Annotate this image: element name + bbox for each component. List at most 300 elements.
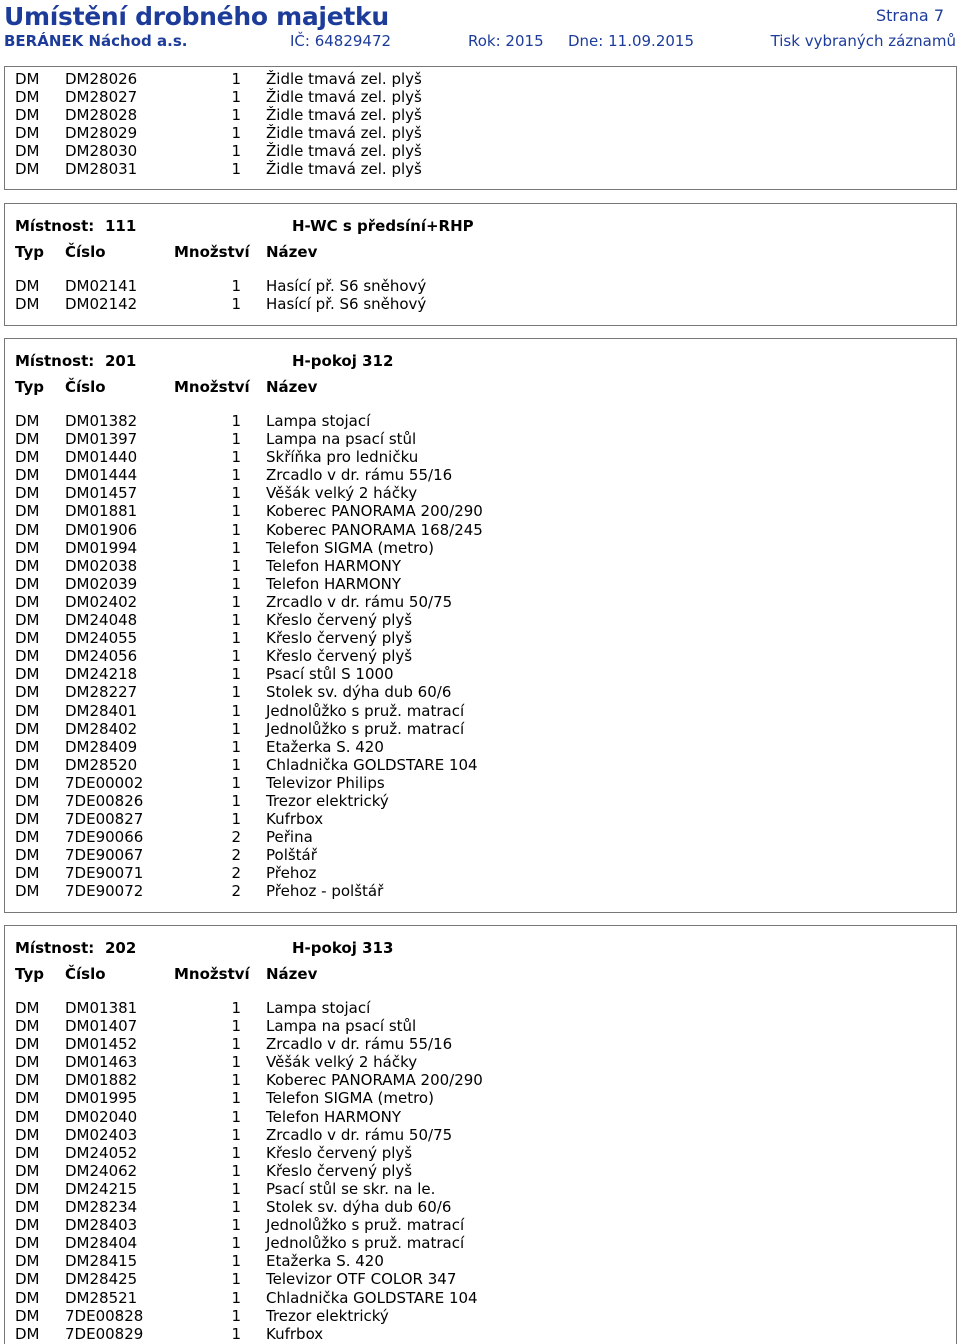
cell-nazev: Křeslo červený plyš [266,629,413,648]
cell-typ: DM [15,160,40,179]
cell-mnozstvi: 1 [231,1089,241,1108]
table-row [5,539,956,557]
table-row [5,810,956,828]
cell-mnozstvi: 1 [231,1324,241,1343]
cell-cislo: DM28521 [65,1288,138,1307]
cell-nazev: Zrcadlo v dr. rámu 55/16 [266,466,453,485]
company-id: IČ: 64829472 [290,32,392,50]
table-row [5,1270,956,1288]
cell-cislo: DM02039 [65,574,138,593]
room-name: H-WC s předsíní+RHP [292,217,474,235]
table-row [5,1162,956,1180]
room-number: 111 [105,217,137,235]
cell-cislo: DM28029 [65,124,138,143]
cell-cislo: DM28026 [65,70,138,88]
cell-mnozstvi: 1 [231,1252,241,1271]
cell-nazev: Stolek sv. dýha dub 60/6 [266,1198,452,1217]
cell-typ: DM [15,737,40,756]
cell-typ: DM [15,683,40,702]
cell-cislo: DM01881 [65,502,138,521]
cell-mnozstvi: 1 [231,295,241,314]
table-row [5,1198,956,1216]
cell-nazev: Telefon SIGMA (metro) [266,1089,434,1108]
cell-cislo: DM28409 [65,737,138,756]
cell-nazev: Zrcadlo v dr. rámu 50/75 [266,592,453,611]
cell-typ: DM [15,1288,40,1307]
table-row [5,882,956,900]
cell-nazev: Zrcadlo v dr. rámu 55/16 [266,1035,453,1054]
cell-mnozstvi: 1 [231,1288,241,1307]
cell-typ: DM [15,1071,40,1090]
cell-nazev: Koberec PANORAMA 200/290 [266,502,483,521]
col-cislo: Číslo [65,965,106,983]
cell-mnozstvi: 1 [231,1198,241,1217]
table-row [5,412,956,430]
cell-typ: DM [15,810,40,829]
cell-mnozstvi: 1 [231,791,241,810]
cell-typ: DM [15,520,40,539]
col-typ: Typ [15,378,44,396]
cell-mnozstvi: 2 [231,864,241,883]
cell-typ: DM [15,538,40,557]
room-number: 202 [105,939,137,957]
cell-mnozstvi: 1 [231,1035,241,1054]
cell-nazev: Židle tmavá zel. plyš [266,70,422,88]
col-nazev: Název [266,378,318,396]
cell-mnozstvi: 1 [231,484,241,503]
cell-cislo: DM28415 [65,1252,138,1271]
col-mnozstvi: Množství [174,243,250,261]
cell-mnozstvi: 1 [231,430,241,449]
cell-cislo: DM28027 [65,88,138,107]
print-label: Tisk vybraných záznamů [770,32,956,50]
cell-mnozstvi: 1 [231,502,241,521]
page-number: Strana 7 [875,6,944,25]
cell-nazev: Židle tmavá zel. plyš [266,88,422,107]
cell-cislo: DM02402 [65,592,138,611]
table-row [5,756,956,774]
cell-mnozstvi: 1 [231,142,241,161]
cell-cislo: DM28031 [65,160,138,179]
cell-nazev: Věšák velký 2 háčky [266,484,418,503]
cell-cislo: 7DE00002 [65,773,144,792]
continued-section [4,66,957,190]
table-row [5,846,956,864]
page-header [0,0,960,58]
cell-cislo: DM01452 [65,1035,138,1054]
cell-cislo: DM01440 [65,448,138,467]
cell-mnozstvi: 1 [231,999,241,1017]
cell-nazev: Telefon SIGMA (metro) [266,538,434,557]
table-row [5,1307,956,1325]
table-row [5,702,956,720]
cell-nazev: Židle tmavá zel. plyš [266,142,422,161]
cell-mnozstvi: 1 [231,106,241,125]
document-title: Umístění drobného majetku [4,2,389,31]
cell-mnozstvi: 1 [231,1216,241,1235]
cell-typ: DM [15,1234,40,1253]
cell-cislo: DM01382 [65,412,138,430]
col-nazev: Název [266,965,318,983]
cell-nazev: Televizor Philips [266,773,385,792]
table-row [5,295,956,313]
cell-mnozstvi: 1 [231,574,241,593]
cell-mnozstvi: 1 [231,611,241,630]
cell-nazev: Trezor elektrický [266,1306,389,1325]
cell-mnozstvi: 1 [231,1053,241,1072]
cell-mnozstvi: 1 [231,701,241,720]
cell-cislo: DM28403 [65,1216,138,1235]
cell-typ: DM [15,1017,40,1036]
cell-typ: DM [15,647,40,666]
table-row [5,792,956,810]
cell-nazev: Etažerka S. 420 [266,737,384,756]
cell-typ: DM [15,1252,40,1271]
col-nazev: Název [266,243,318,261]
cell-cislo: DM28030 [65,142,138,161]
cell-typ: DM [15,484,40,503]
table-row [5,1071,956,1089]
cell-nazev: Peřina [266,828,313,847]
cell-cislo: DM24062 [65,1161,138,1180]
cell-mnozstvi: 1 [231,448,241,467]
cell-mnozstvi: 2 [231,828,241,847]
cell-typ: DM [15,1324,40,1343]
cell-mnozstvi: 1 [231,538,241,557]
table-row [5,1180,956,1198]
cell-mnozstvi: 1 [231,412,241,430]
cell-nazev: Křeslo červený plyš [266,1143,413,1162]
col-mnozstvi: Množství [174,378,250,396]
cell-typ: DM [15,88,40,107]
cell-nazev: Zrcadlo v dr. rámu 50/75 [266,1125,453,1144]
cell-nazev: Kufrbox [266,1324,324,1343]
table-row [5,575,956,593]
cell-typ: DM [15,1107,40,1126]
table-row [5,106,956,124]
cell-cislo: DM28234 [65,1198,138,1217]
cell-nazev: Hasící př. S6 sněhový [266,295,427,314]
cell-typ: DM [15,106,40,125]
cell-cislo: DM01995 [65,1089,138,1108]
table-row [5,999,956,1017]
cell-cislo: DM02403 [65,1125,138,1144]
cell-nazev: Lampa na psací stůl [266,1017,417,1036]
cell-typ: DM [15,1143,40,1162]
cell-mnozstvi: 1 [231,683,241,702]
table-row [5,142,956,160]
cell-cislo: DM24052 [65,1143,138,1162]
cell-typ: DM [15,1198,40,1217]
cell-typ: DM [15,1089,40,1108]
room-rows [5,277,956,313]
cell-mnozstvi: 1 [231,556,241,575]
room-section-202 [4,925,957,1344]
cell-mnozstvi: 2 [231,846,241,865]
cell-typ: DM [15,556,40,575]
cell-mnozstvi: 1 [231,1234,241,1253]
cell-nazev: Jednolůžko s pruž. matrací [266,1216,465,1235]
cell-cislo: DM28404 [65,1234,138,1253]
col-typ: Typ [15,965,44,983]
cell-cislo: DM24215 [65,1179,138,1198]
cell-mnozstvi: 1 [231,1179,241,1198]
cell-typ: DM [15,124,40,143]
cell-nazev: Telefon HARMONY [266,574,402,593]
table-row [5,1289,956,1307]
cell-typ: DM [15,701,40,720]
cell-typ: DM [15,430,40,449]
cell-typ: DM [15,1179,40,1198]
cell-typ: DM [15,448,40,467]
room-section-111 [4,203,957,326]
cell-typ: DM [15,999,40,1017]
cell-typ: DM [15,592,40,611]
table-row [5,864,956,882]
cell-cislo: DM01994 [65,538,138,557]
table-row [5,1234,956,1252]
cell-nazev: Polštář [266,846,317,865]
cell-typ: DM [15,277,40,295]
cell-cislo: DM01882 [65,1071,138,1090]
table-row [5,1216,956,1234]
cell-typ: DM [15,629,40,648]
cell-typ: DM [15,755,40,774]
cell-mnozstvi: 1 [231,70,241,88]
cell-mnozstvi: 1 [231,755,241,774]
table-row [5,828,956,846]
col-cislo: Číslo [65,378,106,396]
table-row [5,1126,956,1144]
table-row [5,466,956,484]
cell-cislo: DM24048 [65,611,138,630]
table-row [5,1325,956,1343]
cell-nazev: Hasící př. S6 sněhový [266,277,427,295]
cell-typ: DM [15,1270,40,1289]
cell-cislo: DM01444 [65,466,138,485]
cell-cislo: DM01906 [65,520,138,539]
cell-typ: DM [15,295,40,314]
cell-cislo: DM01397 [65,430,138,449]
table-row [5,593,956,611]
cell-typ: DM [15,719,40,738]
cell-cislo: DM01381 [65,999,138,1017]
cell-nazev: Jednolůžko s pruž. matrací [266,701,465,720]
cell-nazev: Židle tmavá zel. plyš [266,106,422,125]
cell-mnozstvi: 1 [231,277,241,295]
cell-mnozstvi: 1 [231,647,241,666]
cell-typ: DM [15,1035,40,1054]
cell-cislo: DM01407 [65,1017,138,1036]
cell-mnozstvi: 1 [231,1125,241,1144]
cell-typ: DM [15,665,40,684]
cell-nazev: Lampa na psací stůl [266,430,417,449]
cell-nazev: Skříňka pro ledničku [266,448,419,467]
room-name: H-pokoj 312 [292,352,394,370]
room-label: Místnost: [15,217,95,235]
cell-mnozstvi: 1 [231,629,241,648]
cell-mnozstvi: 1 [231,1306,241,1325]
cell-cislo: DM24056 [65,647,138,666]
cell-cislo: 7DE90071 [65,864,144,883]
cell-typ: DM [15,773,40,792]
cell-nazev: Koberec PANORAMA 168/245 [266,520,483,539]
cell-nazev: Psací stůl se skr. na le. [266,1179,436,1198]
table-row [5,647,956,665]
table-row [5,448,956,466]
cell-nazev: Křeslo červený plyš [266,611,413,630]
table-row [5,611,956,629]
cell-typ: DM [15,828,40,847]
room-label: Místnost: [15,352,95,370]
cell-cislo: 7DE00827 [65,810,144,829]
cell-nazev: Telefon HARMONY [266,1107,402,1126]
col-mnozstvi: Množství [174,965,250,983]
table-row [5,665,956,683]
table-row [5,1017,956,1035]
cell-typ: DM [15,142,40,161]
cell-mnozstvi: 1 [231,665,241,684]
cell-typ: DM [15,412,40,430]
cell-cislo: DM28227 [65,683,138,702]
cell-typ: DM [15,611,40,630]
cell-nazev: Přehoz [266,864,317,883]
cell-typ: DM [15,791,40,810]
cell-nazev: Kufrbox [266,810,324,829]
cell-cislo: DM24218 [65,665,138,684]
room-name: H-pokoj 313 [292,939,394,957]
cell-typ: DM [15,1306,40,1325]
cell-cislo: 7DE90066 [65,828,144,847]
cell-mnozstvi: 1 [231,810,241,829]
cell-mnozstvi: 1 [231,719,241,738]
table-row [5,774,956,792]
cell-mnozstvi: 1 [231,520,241,539]
cell-nazev: Přehoz - polštář [266,882,384,901]
table-row [5,1108,956,1126]
cell-nazev: Psací stůl S 1000 [266,665,394,684]
cell-cislo: DM02141 [65,277,138,295]
cell-nazev: Jednolůžko s pruž. matrací [266,1234,465,1253]
cell-mnozstvi: 1 [231,592,241,611]
cell-mnozstvi: 1 [231,160,241,179]
cell-typ: DM [15,1216,40,1235]
report-date: Dne: 11.09.2015 [568,32,694,50]
cell-nazev: Stolek sv. dýha dub 60/6 [266,683,452,702]
cell-nazev: Věšák velký 2 háčky [266,1053,418,1072]
col-cislo: Číslo [65,243,106,261]
cell-cislo: DM28520 [65,755,138,774]
table-row [5,88,956,106]
table-row [5,124,956,142]
cell-cislo: 7DE00828 [65,1306,144,1325]
room-section-201 [4,338,957,913]
table-row [5,430,956,448]
table-row [5,557,956,575]
table-row [5,1053,956,1071]
cell-typ: DM [15,1053,40,1072]
cell-nazev: Křeslo červený plyš [266,1161,413,1180]
cell-cislo: DM28028 [65,106,138,125]
cell-typ: DM [15,70,40,88]
cell-nazev: Židle tmavá zel. plyš [266,160,422,179]
cell-typ: DM [15,846,40,865]
cell-nazev: Televizor OTF COLOR 347 [266,1270,457,1289]
table-row [5,1144,956,1162]
table-row [5,629,956,647]
cell-nazev: Židle tmavá zel. plyš [266,124,422,143]
cell-cislo: DM24055 [65,629,138,648]
cell-typ: DM [15,502,40,521]
cell-nazev: Koberec PANORAMA 200/290 [266,1071,483,1090]
cell-mnozstvi: 1 [231,88,241,107]
table-row [5,277,956,295]
cell-mnozstvi: 1 [231,1270,241,1289]
room-label: Místnost: [15,939,95,957]
cell-cislo: DM02040 [65,1107,138,1126]
cell-nazev: Lampa stojací [266,999,371,1017]
cell-nazev: Jednolůžko s pruž. matrací [266,719,465,738]
cell-typ: DM [15,1161,40,1180]
cell-cislo: DM02142 [65,295,138,314]
cell-typ: DM [15,864,40,883]
cell-nazev: Chladnička GOLDSTARE 104 [266,755,478,774]
room-number: 201 [105,352,137,370]
col-typ: Typ [15,243,44,261]
cell-nazev: Etažerka S. 420 [266,1252,384,1271]
table-row [5,738,956,756]
table-row [5,720,956,738]
table-row [5,521,956,539]
cell-nazev: Trezor elektrický [266,791,389,810]
table-row [5,1035,956,1053]
cell-mnozstvi: 1 [231,1107,241,1126]
cell-nazev: Křeslo červený plyš [266,647,413,666]
cell-cislo: DM01463 [65,1053,138,1072]
cell-cislo: 7DE00829 [65,1324,144,1343]
table-row [5,683,956,701]
cell-nazev: Lampa stojací [266,412,371,430]
table-row [5,1089,956,1107]
cell-cislo: DM02038 [65,556,138,575]
cell-typ: DM [15,466,40,485]
cell-typ: DM [15,1125,40,1144]
room-rows [5,412,956,901]
cell-nazev: Telefon HARMONY [266,556,402,575]
cell-mnozstvi: 1 [231,1161,241,1180]
cell-mnozstvi: 1 [231,1143,241,1162]
cell-mnozstvi: 1 [231,1017,241,1036]
cell-nazev: Chladnička GOLDSTARE 104 [266,1288,478,1307]
cell-cislo: DM28402 [65,719,138,738]
cell-mnozstvi: 2 [231,882,241,901]
cell-cislo: DM28425 [65,1270,138,1289]
cell-mnozstvi: 1 [231,1071,241,1090]
cell-cislo: 7DE90067 [65,846,144,865]
cell-cislo: 7DE00826 [65,791,144,810]
cell-typ: DM [15,574,40,593]
table-row [5,160,956,178]
table-row [5,1252,956,1270]
room-rows [5,999,956,1343]
cell-typ: DM [15,882,40,901]
cell-cislo: DM28401 [65,701,138,720]
cell-mnozstvi: 1 [231,124,241,143]
continued-rows [5,70,956,179]
cell-mnozstvi: 1 [231,773,241,792]
table-row [5,502,956,520]
cell-mnozstvi: 1 [231,737,241,756]
